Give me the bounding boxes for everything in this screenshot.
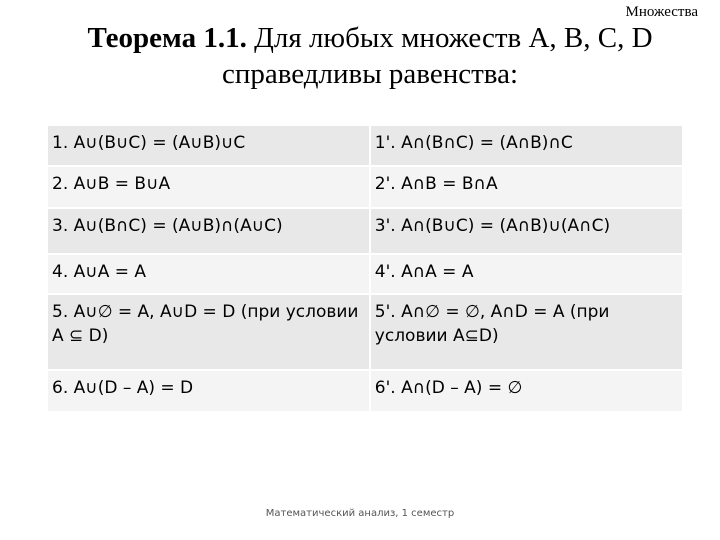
- table-row: [48, 208, 682, 254]
- table-row: [48, 294, 682, 370]
- theorem-statement: Для любых множеств A, B, C, D: [246, 22, 653, 54]
- identity-union: 3. A∪(B∩C) = (A∪B)∩(A∪C): [48, 208, 370, 254]
- table-row: [48, 166, 682, 208]
- slide-footer: Математический анализ, 1 семестр: [265, 508, 455, 519]
- identity-union: 6. A∪(D – A) = D: [48, 370, 370, 412]
- identity-intersection: 5'. A∩∅ = ∅, A∩D = A (при условии A⊆D): [370, 294, 682, 370]
- identity-intersection: 6'. A∩(D – A) = ∅: [370, 370, 682, 412]
- table-row: [48, 126, 682, 166]
- identity-union: 5. A∪∅ = A, A∪D = D (при условии A ⊆ D): [48, 294, 370, 370]
- identity-union: 2. A∪B = B∪A: [48, 166, 370, 208]
- identity-union: 4. A∪A = A: [48, 254, 370, 294]
- identity-intersection: 2'. A∩B = B∩A: [370, 166, 682, 208]
- theorem-number: Теорема 1.1.: [87, 22, 247, 54]
- theorem-title: [50, 20, 690, 92]
- title-line-2: справедливы равенства:: [221, 58, 519, 90]
- identity-union: 1. A∪(B∪C) = (A∪B)∪C: [48, 126, 370, 166]
- identity-intersection: 3'. A∩(B∪C) = (A∩B)∪(A∩C): [370, 208, 682, 254]
- section-label: Множества: [625, 4, 698, 20]
- identity-intersection: 1'. A∩(B∩C) = (A∩B)∩C: [370, 126, 682, 166]
- identity-intersection: 4'. A∩A = A: [370, 254, 682, 294]
- table-row: [48, 370, 682, 412]
- table-row: [48, 254, 682, 294]
- identities-table: [48, 126, 682, 413]
- title-line-1: [50, 20, 690, 56]
